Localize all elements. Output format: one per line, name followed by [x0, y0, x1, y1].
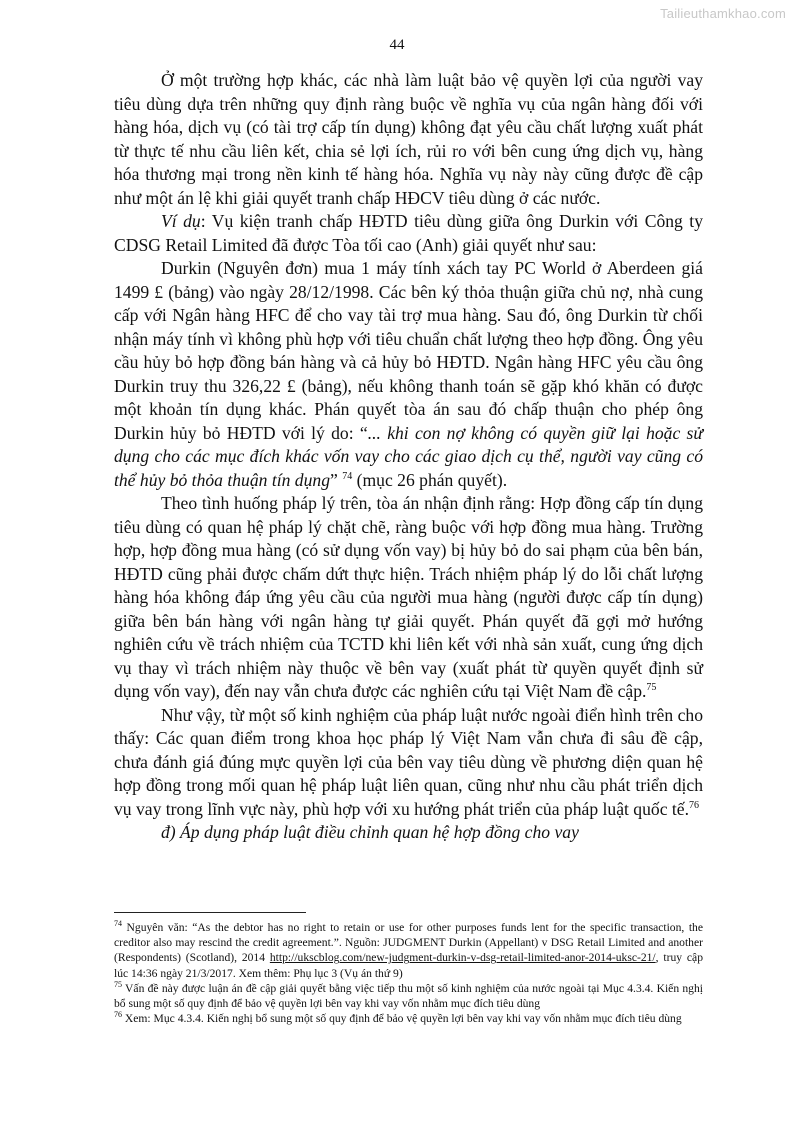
- paragraph-2-text: : Vụ kiện tranh chấp HĐTD tiêu dùng giữa ông Durkin với Công ty CDSG Retail Limited đã được Tòa tối cao (Anh) giải quyết như sau:: [114, 211, 703, 255]
- quote-close: ”: [330, 469, 343, 490]
- paragraph-3-tail: (mục 26 phán quyết).: [352, 469, 508, 490]
- footnote-75-text: Vấn đề này được luận án đề cập giải quyết bằng việc tiếp thu một số kinh nghiệm của nước ngoài tại Mục 4.3.4. Kiến nghị bổ sung một số quy định để bảo vệ quyền lợi bên vay khi vay vốn nhằm mục đích tiêu dùng: [114, 981, 703, 1011]
- footnote-number-76: 76: [114, 1010, 122, 1020]
- paragraph-3: [114, 257, 703, 492]
- paragraph-1: Ở một trường hợp khác, các nhà làm luật bảo vệ quyền lợi của người vay tiêu dùng dựa trên những quy định ràng buộc về nghĩa vụ của ngân hàng đối với hàng hóa, dịch vụ (có tài trợ cấp tín dụng) không đạt yêu cầu chất lượng xuất phát từ thực tế nhu cầu liên kết, chia sẻ lợi ích, rủi ro với bên cung ứng dịch vụ, hàng hóa thương mại trong nền kinh tế hàng hóa. Nghĩa vụ này này cũng được đề cập như một án lệ khi giải quyết tranh chấp HĐCV tiêu dùng ở các nước.: [114, 70, 703, 208]
- footnote-76-text: Xem: Mục 4.3.4. Kiến nghị bổ sung một số quy định để bảo vệ quyền lợi bên vay khi vay vốn nhằm mục đích tiêu dùng: [122, 1012, 682, 1026]
- paragraph-5-text: Như vậy, từ một số kinh nghiệm của pháp luật nước ngoài điển hình trên cho thấy: Các quan điểm trong khoa học pháp lý Việt Nam vẫn chưa đi sâu đề cập, chưa đánh giá đúng mực quyền lợi của bên vay tiêu dùng về phương diện quan hệ hợp đồng trong mối quan hệ pháp luật liên quan, cũng như nhu cầu phát triển dịch vụ vay trong lĩnh vực này, phù hợp với xu hướng phát triển của pháp luật quốc tế.: [114, 704, 703, 819]
- footnote-divider: [114, 912, 306, 913]
- paragraph-4: [114, 492, 703, 704]
- paragraph-3-text: Durkin (Nguyên đơn) mua 1 máy tính xách tay PC World ở Aberdeen giá 1499 £ (bảng) vào ngày 28/12/1998. Các bên ký thỏa thuận giữa chủ nợ, nhà cung cấp với Ngân hàng HFC để cho vay tài trợ mua hàng. Sau đó, ông Durkin từ chối nhận máy tính vì không phù hợp với tiêu chuẩn chất lượng theo hợp đồng. Ông yêu cầu hủy bỏ hợp đồng bán hàng và cả hủy bỏ HĐTD. Ngân hàng HFC yêu cầu ông Durkin truy thu 326,22 £ (bảng), nếu không thanh toán sẽ gặp khó khăn có được một khoản tín dụng khác. Phán quyết tòa án sau đó chấp thuận cho phép ông Durkin hủy bỏ HĐTD với lý do: “: [114, 258, 703, 443]
- page-number: 44: [389, 37, 405, 53]
- footnote-number-75: 75: [114, 979, 122, 989]
- footnote-74-link[interactable]: http://ukscblog.com/new-judgment-durkin-v-dsg-retail-limited-anor-2014-uksc-21/: [269, 951, 656, 965]
- footnote-74: [114, 920, 703, 981]
- footnote-number-74: 74: [114, 919, 122, 929]
- footnote-74-text: Nguyên văn: “As the debtor has no right to retain or use for other purposes funds lent for the specific transaction, the creditor also may rescind the credit agreement.”. Nguồn: JUDGMENT Durkin (Appellant) v DSG Retail Limited and another (Respondents) (Scotland), 2014: [114, 921, 703, 965]
- paragraph-4-text: Theo tình huống pháp lý trên, tòa án nhận định rằng: Hợp đồng cấp tín dụng tiêu dùng có quan hệ pháp lý chặt chẽ, ràng buộc với hợp đồng mua hàng. Trường hợp, hợp đồng mua hàng (có sử dụng vốn vay) bị hủy bỏ do sai phạm của bên bán, HĐTD cũng phải được chấm dứt thực hiện. Trách nhiệm pháp lý do lỗi chất lượng hàng hóa không đáp ứng yêu cầu của người mua hàng (người được cấp tín dụng) giữa bên bán hàng với ngân hàng tự giải quyết. Phán quyết đã gợi mở hướng nghiên cứu về trách nhiệm của TCTD khi liên kết với nhà sản xuất, cung ứng dịch vụ thay vì trách nhiệm này thuộc về bên vay (xuất phát từ quyền quyết định sử dụng vốn vay), đến nay vẫn chưa được các nghiên cứu tại Việt Nam đề cập.: [114, 493, 703, 701]
- footnotes: [114, 920, 703, 1026]
- section-heading-d: đ) Áp dụng pháp luật điều chỉnh quan hệ hợp đồng cho vay: [161, 822, 579, 842]
- footnote-ref-76[interactable]: 76: [689, 799, 700, 811]
- footnote-76: [114, 1011, 703, 1026]
- paragraph-2: [114, 210, 703, 257]
- watermark-text: Tailieuthamkhao.com: [660, 6, 786, 21]
- footnote-ref-75[interactable]: 75: [646, 682, 657, 694]
- court-quote: ... khi con nợ không có quyền giữ lại hoặc sử dụng cho các mục đích khác vốn vay cho các giao dịch cụ thể, người vay cũng có thể hủy bỏ thỏa thuận tín dụng: [114, 422, 703, 490]
- paragraph-5: [114, 704, 703, 822]
- body-content: [114, 69, 703, 845]
- footnote-74-tail: , truy cập lúc 14:36 ngày 21/3/2017. Xem thêm: Phụ lục 3 (Vụ án thứ 9): [114, 951, 703, 980]
- footnote-ref-74[interactable]: 74: [342, 470, 353, 482]
- example-label: Ví dụ: [161, 211, 201, 231]
- footnote-75: [114, 981, 703, 1011]
